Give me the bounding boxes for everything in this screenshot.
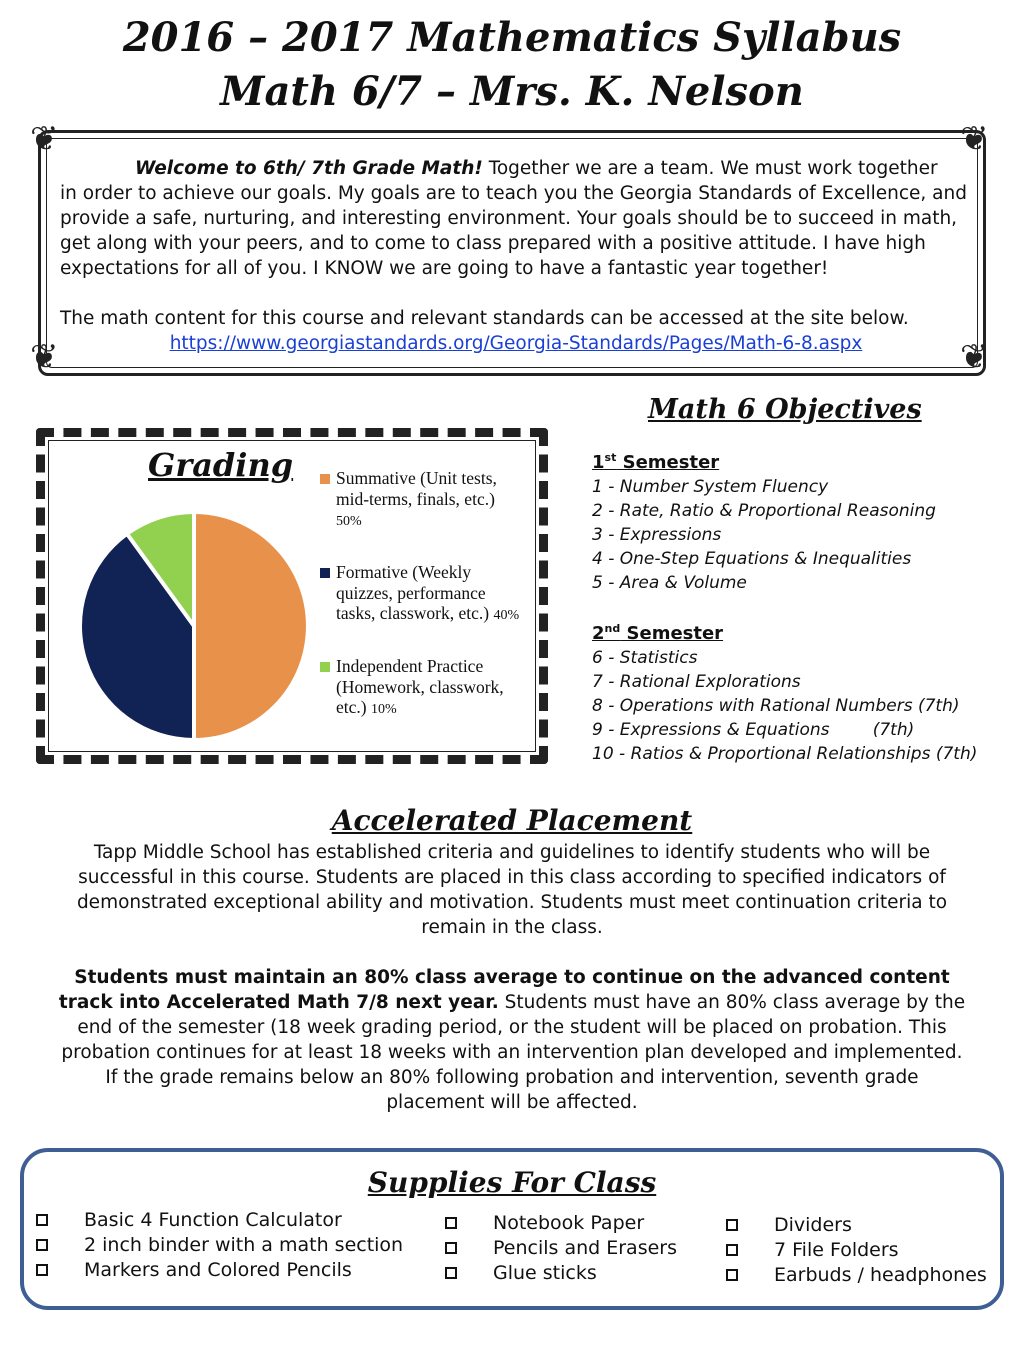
supplies-column-1 xyxy=(36,1208,404,1283)
supply-item: Notebook Paper xyxy=(445,1211,785,1236)
checkbox-icon xyxy=(726,1244,738,1256)
legend-swatch xyxy=(320,662,330,672)
accelerated-body xyxy=(56,840,968,1115)
welcome-line: expectations for all of you. I KNOW we are going to have a fantastic year together! xyxy=(60,258,829,279)
semester1-heading: 1st Semester xyxy=(592,451,720,473)
checkbox-icon xyxy=(36,1214,48,1226)
standards-link[interactable]: https://www.georgiastandards.org/Georgia-Standards/Pages/Math-6-8.aspx xyxy=(169,333,863,354)
supplies-title: Supplies For Class xyxy=(367,1166,657,1199)
supply-item: Basic 4 Function Calculator xyxy=(36,1208,376,1233)
objective-item: 9 - Expressions & Equations (7th) xyxy=(592,720,915,740)
objectives-title: Math 6 Objectives xyxy=(648,394,922,425)
scroll-ornament-icon: ❦ xyxy=(960,337,989,377)
welcome-lead: Welcome to 6th/ 7th Grade Math! xyxy=(135,158,483,179)
accelerated-title: Accelerated Placement xyxy=(331,804,693,837)
objective-item: 5 - Area & Volume xyxy=(592,573,747,593)
welcome-line: in order to achieve our goals. My goals are to teach you the Georgia Standards of Excellence, and xyxy=(60,183,967,204)
supply-item: Earbuds / headphones xyxy=(726,1263,996,1288)
scroll-ornament-icon: ❦ xyxy=(960,119,989,159)
scroll-ornament-icon: ❦ xyxy=(30,119,59,159)
welcome-line: provide a safe, nurturing, and interesting environment. Your goals should be to succeed in math, xyxy=(60,208,958,229)
accelerated-para1: Tapp Middle School has established criteria and guidelines to identify students who will be successful in this course. Students are placed in this class according to specified indicators of demonstrated exceptional ability and motivation. Students must meet continuation criteria to remain in the class. xyxy=(76,842,948,938)
objective-item: 10 - Ratios & Proportional Relationships (7th) xyxy=(592,744,978,764)
page-title: 2016 – 2017 Mathematics Syllabus xyxy=(122,14,902,61)
checkbox-icon xyxy=(445,1217,457,1229)
checkbox-icon xyxy=(445,1267,457,1279)
grading-title: Grading xyxy=(148,446,294,484)
supply-item: Dividers xyxy=(726,1213,996,1238)
grading-pie-chart xyxy=(76,510,316,746)
supply-item: Markers and Colored Pencils xyxy=(36,1258,376,1283)
semester2-heading: 2nd Semester xyxy=(592,622,724,644)
content-line: The math content for this course and relevant standards can be accessed at the site below. xyxy=(60,308,909,329)
legend-swatch xyxy=(320,474,330,484)
semester1-list xyxy=(592,446,1012,595)
checkbox-icon xyxy=(445,1242,457,1254)
supplies-column-3 xyxy=(726,1213,996,1288)
welcome-text: Welcome to 6th/ 7th Grade Math! Together we are a team. We must work together in order to achieve our goals. My goals are to teach you the Georgia Standards of Excellence, and provide a safe, nurturing, and interesting environment. Your goals should be to succeed in math, get along with your peers, and to come to class prepared with a positive attitude. I have high expectations for all of you. I KNOW we are going to have a fantastic year together! The math content for this course and relevant standards can be accessed at the site below. https://www.georgiastandards.org/Georgia-Standards/Pages/Math-6-8.aspx xyxy=(60,156,972,356)
supply-item: Glue sticks xyxy=(445,1261,785,1286)
legend-swatch xyxy=(320,568,330,578)
page-subtitle: Math 6/7 – Mrs. K. Nelson xyxy=(220,68,804,115)
objective-item: 2 - Rate, Ratio & Proportional Reasoning xyxy=(592,501,936,521)
objective-item: 3 - Expressions xyxy=(592,525,722,545)
checkbox-icon xyxy=(36,1239,48,1251)
supply-item: Pencils and Erasers xyxy=(445,1236,785,1261)
welcome-line: get along with your peers, and to come to class prepared with a positive attitude. I have high xyxy=(60,233,926,254)
checkbox-icon xyxy=(36,1264,48,1276)
objective-item: 1 - Number System Fluency xyxy=(592,477,829,497)
objective-item: 7 - Rational Explorations xyxy=(592,672,801,692)
objective-item: 8 - Operations with Rational Numbers (7th) xyxy=(592,696,960,716)
supply-item: 2 inch binder with a math section xyxy=(36,1233,376,1258)
objective-item: 4 - One-Step Equations & Inequalities xyxy=(592,549,912,569)
pie-slice-1 xyxy=(194,512,308,740)
checkbox-icon xyxy=(726,1219,738,1231)
supply-item: 7 File Folders xyxy=(726,1238,996,1263)
scroll-ornament-icon: ❦ xyxy=(30,337,59,377)
accelerated-para2: Students must maintain an 80% class average to continue on the advanced content track into Accelerated Math 7/8 next year. Students must have an 80% class average by the end of the semester (18 week grading period, or the student will be placed on probation. This probation continues for at least 18 weeks with an intervention plan developed and implemented. If the grade remains below an 80% following probation and intervention, seventh grade placement will be affected. xyxy=(58,967,966,1113)
checkbox-icon xyxy=(726,1269,738,1281)
semester2-list xyxy=(592,617,1012,766)
objective-item: 6 - Statistics xyxy=(592,648,698,668)
